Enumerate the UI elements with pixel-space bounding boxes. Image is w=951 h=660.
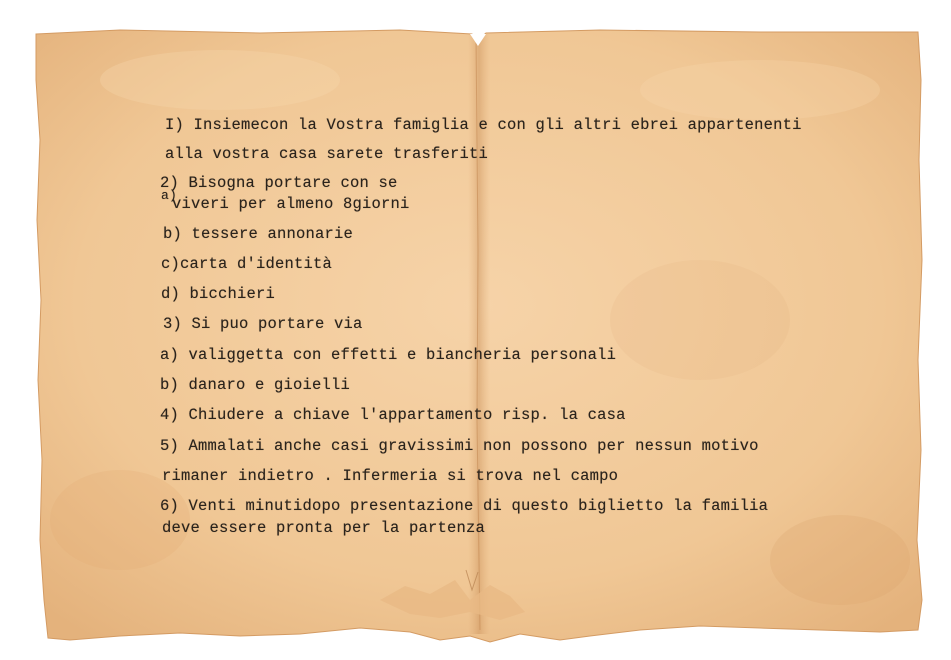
text-line-14: 6) Venti minutidopo presentazione di questo biglietto la familia [160, 497, 769, 515]
text-line-11: 4) Chiudere a chiave l'appartamento risp. la casa [160, 406, 626, 424]
text-line-12: 5) Ammalati anche casi gravissimi non possono per nessun motivo [160, 437, 759, 455]
text-line-8: 3) Si puo portare via [163, 315, 363, 333]
text-line-3: 2) Bisogna portare con se [160, 174, 398, 192]
text-line-15: deve essere pronta per la partenza [162, 519, 486, 537]
text-line-5: b) tessere annonarie [163, 225, 354, 243]
text-line-2: alla vostra casa sarete trasferiti [165, 145, 489, 163]
text-line-4: viveri per almeno 8giorni [172, 195, 410, 213]
text-line-10: b) danaro e gioielli [160, 376, 351, 394]
text-line-7: d) bicchieri [161, 285, 276, 303]
text-line-13: rimaner indietro . Infermeria si trova nel campo [162, 467, 619, 485]
text-line-3a: a) [161, 188, 178, 203]
text-line-9: a) valiggetta con effetti e biancheria personali [160, 346, 617, 364]
text-line-1: I) Insiemecon la Vostra famiglia e con gli altri ebrei appartenenti [165, 116, 802, 134]
text-line-6: c)carta d'identità [161, 255, 333, 273]
